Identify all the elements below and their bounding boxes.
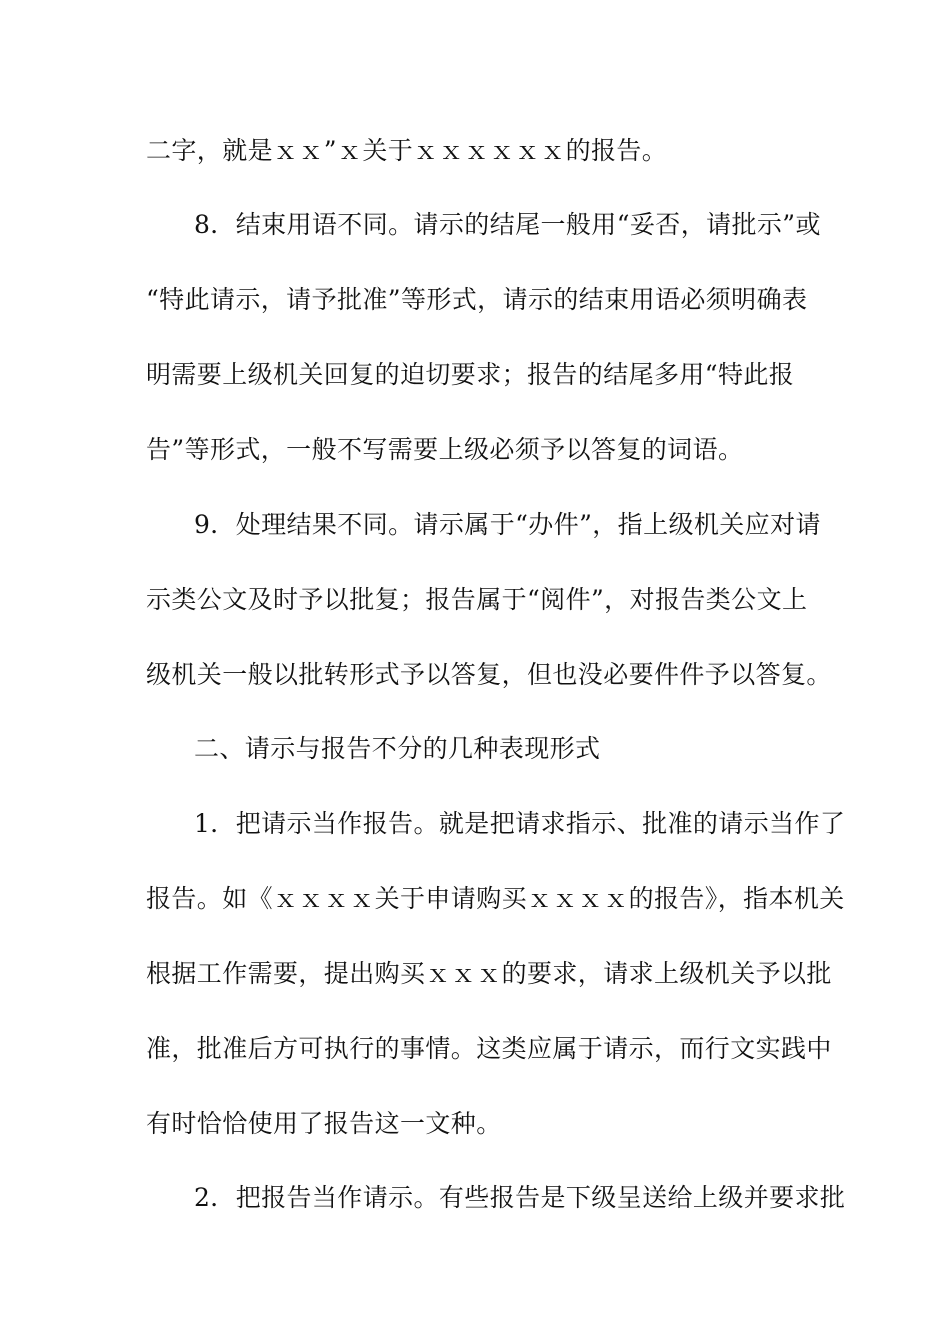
text-line: 9．处理结果不同。请示属于“办件”，指上级机关应对请: [194, 510, 821, 539]
text-line: 明需要上级机关回复的迫切要求；报告的结尾多用“特此报: [146, 360, 795, 389]
text-line: “特此请示，请予批准”等形式，请示的结束用语必须明确表: [146, 285, 808, 314]
text-line: 示类公文及时予以批复；报告属于“阅件”，对报告类公文上: [146, 585, 808, 614]
text-line: 告”等形式，一般不写需要上级必须予以答复的词语。: [146, 435, 744, 464]
text-line: 报告。如《ｘｘｘｘ关于申请购买ｘｘｘｘ的报告》，指本机关: [146, 884, 845, 913]
section-heading: 二、请示与报告不分的几种表现形式: [194, 734, 601, 763]
text-line: 二字，就是ｘｘ”ｘ关于ｘｘｘｘｘｘ的报告。: [146, 136, 668, 165]
text-line: 级机关一般以批转形式予以答复，但也没必要件件予以答复。: [146, 660, 832, 689]
text-line: 根据工作需要，提出购买ｘｘｘ的要求，请求上级机关予以批: [146, 959, 832, 988]
text-line: 有时恰恰使用了报告这一文种。: [146, 1109, 502, 1138]
text-line: 2．把报告当作请示。有些报告是下级呈送给上级并要求批: [194, 1183, 846, 1212]
text-line: 准，批准后方可执行的事情。这类应属于请示，而行文实践中: [146, 1034, 832, 1063]
text-line: 8．结束用语不同。请示的结尾一般用“妥否，请批示”或: [194, 210, 821, 239]
text-line: 1．把请示当作报告。就是把请求指示、批准的请示当作了: [194, 809, 846, 838]
